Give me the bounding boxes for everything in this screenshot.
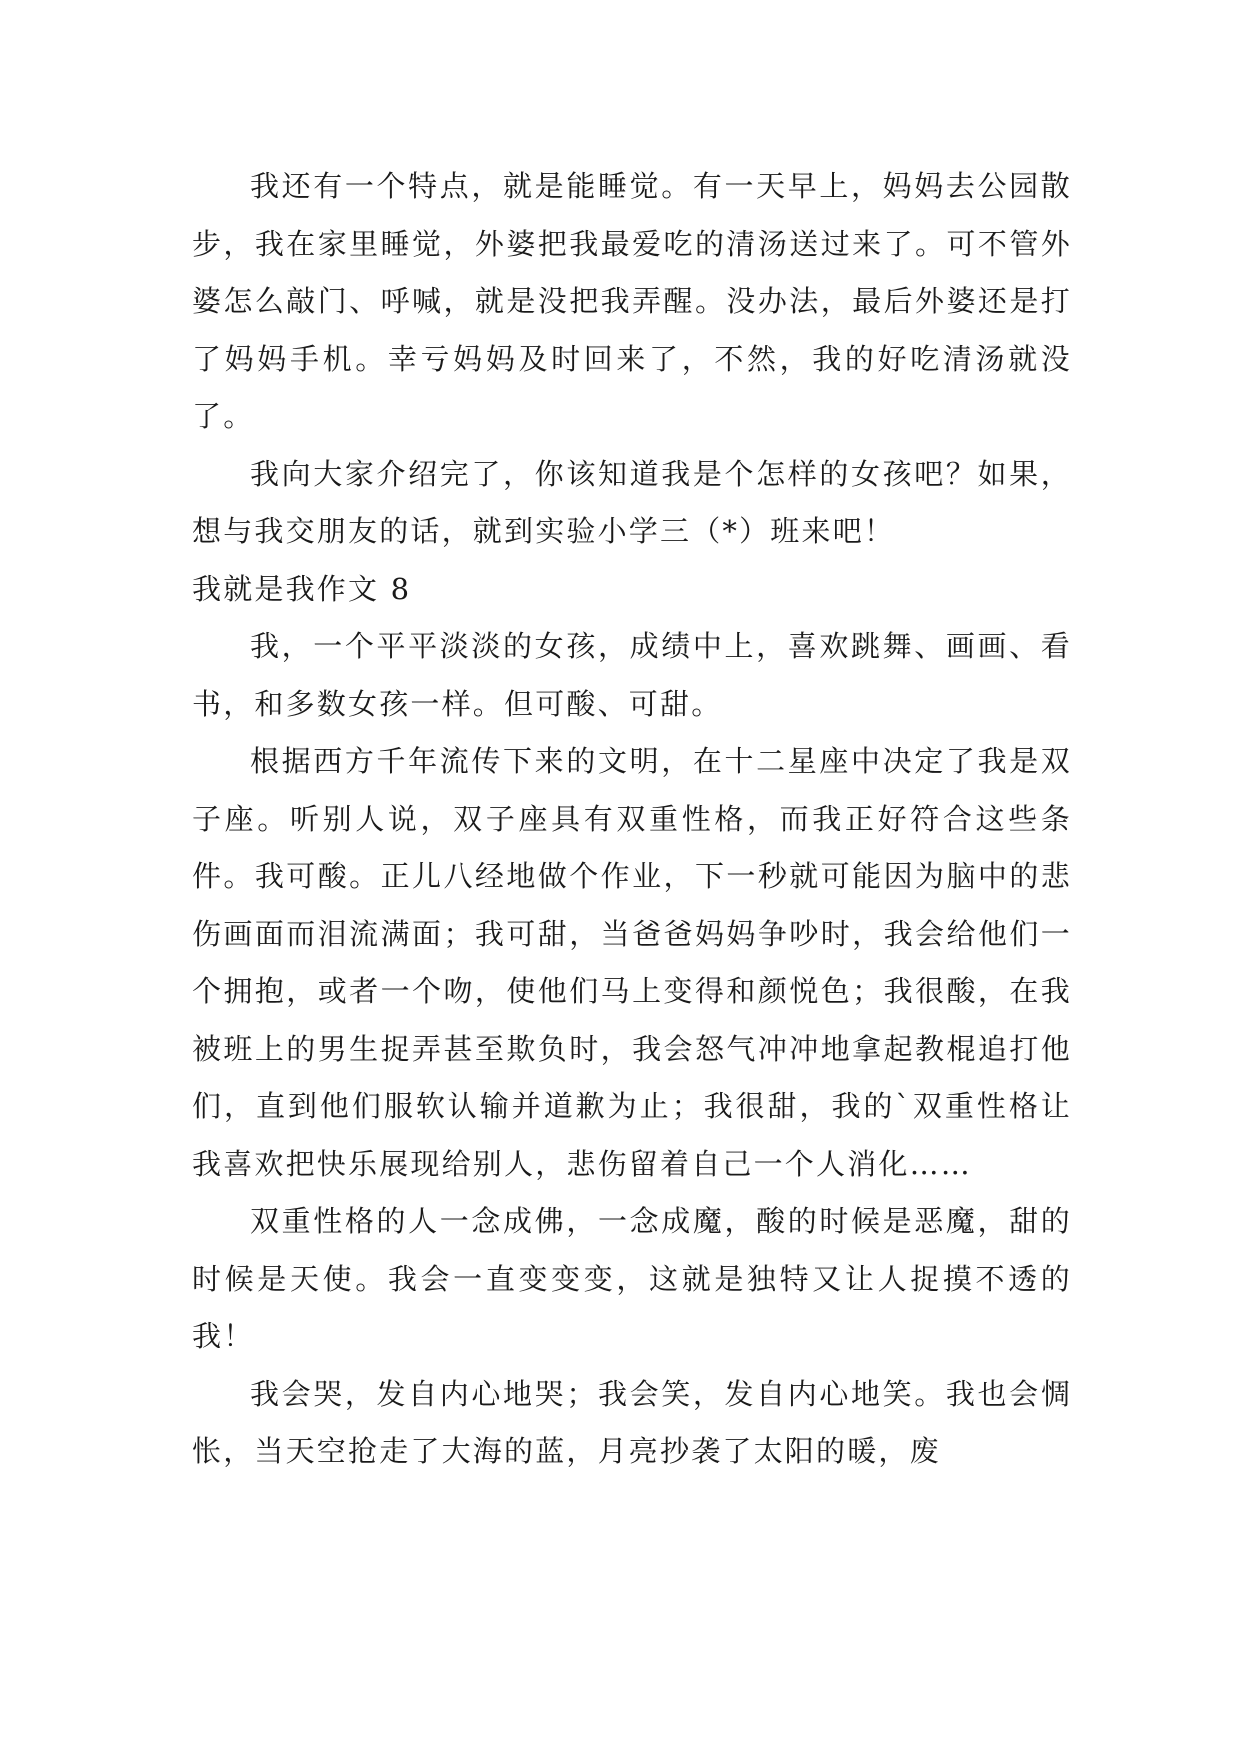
paragraph-gemini: 根据西方千年流传下来的文明，在十二星座中决定了我是双子座。听别人说，双子座具有双重性格，而我正好符合这些条件。我可酸。正儿八经地做个作业，下一秒就可能因为脑中的悲伤画面而泪流满面；我可甜，当爸爸妈妈争吵时，我会给他们一个拥抱，或者一个吻，使他们马上变得和颜悦色；我很酸，在我被班上的男生捉弄甚至欺负时，我会怒气冲冲地拿起教棍追打他们，直到他们服软认输并道歉为止；我很甜，我的`双重性格让我喜欢把快乐展现给别人，悲伤留着自己一个人消化…… [192, 744, 1072, 1181]
paragraph-cry-laugh: 我会哭，发自内心地哭；我会笑，发自内心地笑。我也会惆怅，当天空抢走了大海的蓝，月亮抄袭了太阳的暖，废 [192, 1376, 1072, 1468]
document-body [192, 158, 1072, 1481]
paragraph-self-description: 我，一个平平淡淡的女孩，成绩中上，喜欢跳舞、画画、看书，和多数女孩一样。但可酸、可甜。 [192, 629, 1072, 721]
paragraph-introduction-end: 我向大家介绍完了，你该知道我是个怎样的女孩吧？如果，想与我交朋友的话，就到实验小学三（*）班来吧！ [192, 456, 1072, 548]
essay-heading: 我就是我作文 8 [192, 571, 412, 606]
paragraph-dual-personality: 双重性格的人一念成佛，一念成魔，酸的时候是恶魔，甜的时候是天使。我会一直变变变，这就是独特又让人捉摸不透的我！ [192, 1204, 1072, 1353]
paragraph-sleep: 我还有一个特点，就是能睡觉。有一天早上，妈妈去公园散步，我在家里睡觉，外婆把我最爱吃的清汤送过来了。可不管外婆怎么敲门、呼喊，就是没把我弄醒。没办法，最后外婆还是打了妈妈手机。幸亏妈妈及时回来了，不然，我的好吃清汤就没了。 [192, 169, 1072, 433]
